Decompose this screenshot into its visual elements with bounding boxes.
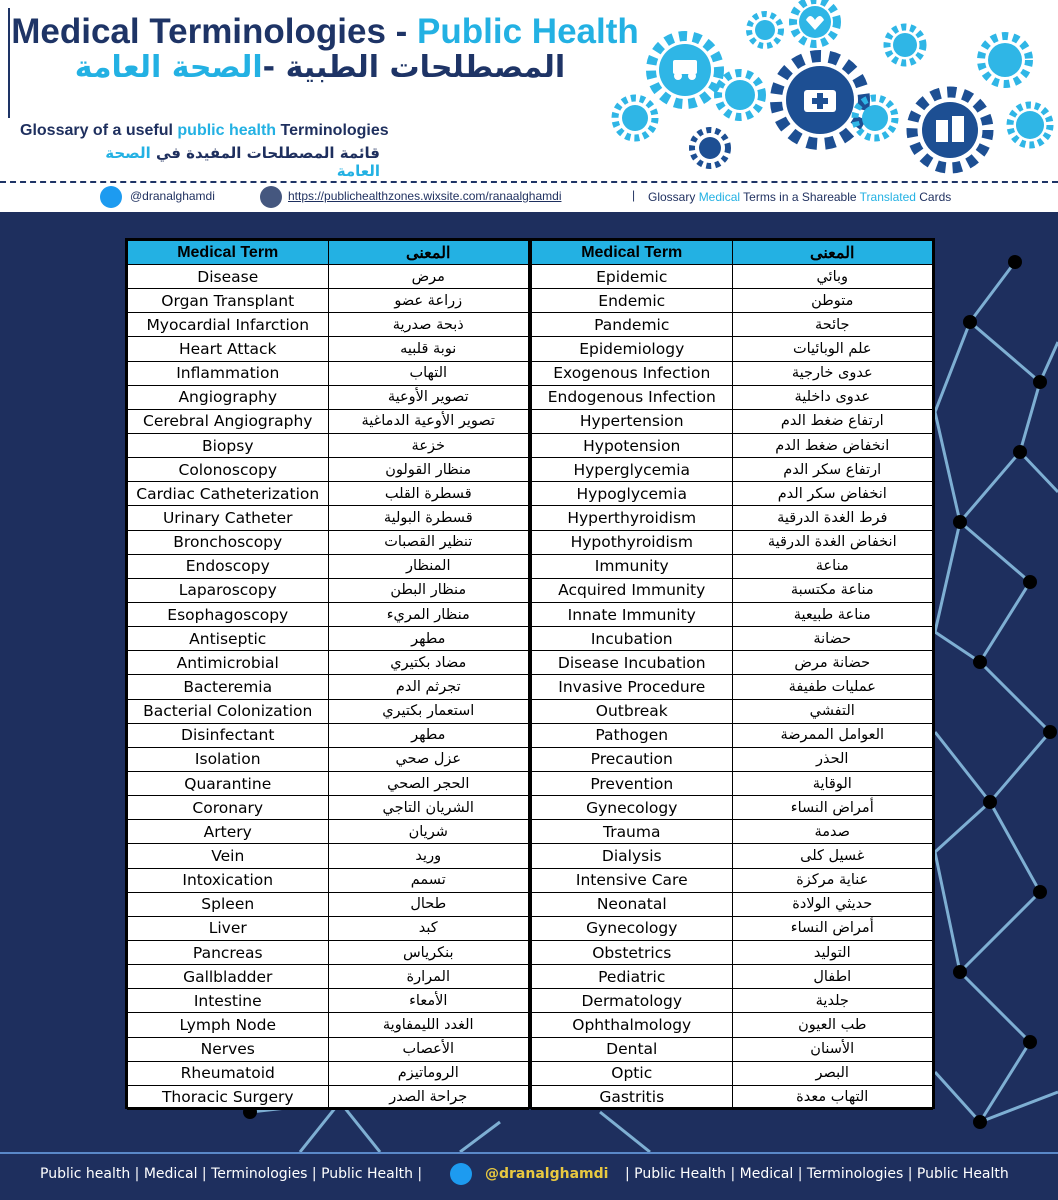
table-row bbox=[128, 433, 529, 457]
term-arabic: مناعة bbox=[732, 554, 933, 578]
tagline-part: Cards bbox=[915, 190, 952, 204]
term-arabic: الوقاية bbox=[732, 771, 933, 795]
table-row bbox=[532, 578, 933, 602]
blood-drop-gear-icon bbox=[692, 130, 728, 166]
table-row bbox=[532, 916, 933, 940]
term-arabic: منظار القولون bbox=[328, 458, 529, 482]
term-english: Urinary Catheter bbox=[128, 506, 329, 530]
term-english: Epidemiology bbox=[532, 337, 733, 361]
term-english: Dialysis bbox=[532, 844, 733, 868]
term-arabic: كبد bbox=[328, 916, 529, 940]
stethoscope-gear-icon bbox=[887, 27, 923, 63]
table-row bbox=[532, 458, 933, 482]
term-arabic: حضانة bbox=[732, 627, 933, 651]
term-english: Gynecology bbox=[532, 796, 733, 820]
term-english: Invasive Procedure bbox=[532, 675, 733, 699]
term-arabic: الغدد الليمفاوية bbox=[328, 1013, 529, 1037]
glossary-column-left bbox=[127, 240, 529, 1107]
table-row bbox=[532, 385, 933, 409]
glossary-subtitle bbox=[20, 122, 389, 140]
table-row bbox=[128, 265, 529, 289]
term-arabic: ارتفاع سكر الدم bbox=[732, 458, 933, 482]
table-row bbox=[532, 892, 933, 916]
table-row bbox=[128, 385, 529, 409]
table-row bbox=[532, 723, 933, 747]
term-english: Optic bbox=[532, 1061, 733, 1085]
term-arabic: شريان bbox=[328, 820, 529, 844]
table-row bbox=[532, 1061, 933, 1085]
table-body-left bbox=[128, 265, 529, 1110]
website-link[interactable]: https://publichealthzones.wixsite.com/ranaalghamdi bbox=[288, 189, 562, 203]
tagline-part: Glossary bbox=[648, 190, 699, 204]
term-english: Gastritis bbox=[532, 1085, 733, 1109]
arabic-subtitle bbox=[60, 144, 380, 180]
term-english: Acquired Immunity bbox=[532, 578, 733, 602]
table-row bbox=[532, 409, 933, 433]
term-arabic: التوليد bbox=[732, 940, 933, 964]
term-arabic: ذبحة صدرية bbox=[328, 313, 529, 337]
term-english: Incubation bbox=[532, 627, 733, 651]
term-english: Disease Incubation bbox=[532, 651, 733, 675]
term-arabic: وبائي bbox=[732, 265, 933, 289]
medicine-gear-icon bbox=[912, 92, 988, 168]
contact-bar bbox=[0, 184, 1058, 210]
term-english: Vein bbox=[128, 844, 329, 868]
table-row bbox=[128, 578, 529, 602]
table-header-row bbox=[128, 241, 529, 265]
table-row bbox=[128, 458, 529, 482]
term-arabic: المنظار bbox=[328, 554, 529, 578]
term-arabic: عناية مركزة bbox=[732, 868, 933, 892]
term-arabic: طحال bbox=[328, 892, 529, 916]
table-row bbox=[128, 771, 529, 795]
term-english: Spleen bbox=[128, 892, 329, 916]
header-dashed-divider bbox=[0, 181, 1058, 183]
gear-icon bbox=[651, 36, 719, 104]
term-arabic: انخفاض ضغط الدم bbox=[732, 433, 933, 457]
term-arabic: الحذر bbox=[732, 747, 933, 771]
term-english: Trauma bbox=[532, 820, 733, 844]
term-english: Myocardial Infarction bbox=[128, 313, 329, 337]
term-english: Bacterial Colonization bbox=[128, 699, 329, 723]
term-english: Pancreas bbox=[128, 940, 329, 964]
term-arabic: قسطرة البولية bbox=[328, 506, 529, 530]
term-english: Isolation bbox=[128, 747, 329, 771]
footer-twitter-handle[interactable]: @dranalghamdi bbox=[485, 1166, 609, 1182]
term-english: Endoscopy bbox=[128, 554, 329, 578]
term-arabic: ارتفاع ضغط الدم bbox=[732, 409, 933, 433]
term-arabic: علم الوبائيات bbox=[732, 337, 933, 361]
term-arabic: صدمة bbox=[732, 820, 933, 844]
term-arabic: الحجر الصحي bbox=[328, 771, 529, 795]
term-english: Hypotension bbox=[532, 433, 733, 457]
term-english: Gynecology bbox=[532, 916, 733, 940]
term-arabic: مرض bbox=[328, 265, 529, 289]
subtitle-accent: public health bbox=[177, 122, 277, 139]
term-english: Dermatology bbox=[532, 989, 733, 1013]
table-row bbox=[532, 771, 933, 795]
term-arabic: تصوير الأوعية الدماغية bbox=[328, 409, 529, 433]
twitter-icon[interactable] bbox=[100, 186, 122, 208]
header-panel bbox=[0, 0, 1058, 212]
term-arabic: مضاد بكتيري bbox=[328, 651, 529, 675]
table-row bbox=[128, 409, 529, 433]
term-arabic: التفشي bbox=[732, 699, 933, 723]
term-arabic: نوبة قلبيه bbox=[328, 337, 529, 361]
term-english: Liver bbox=[128, 916, 329, 940]
table-row bbox=[128, 940, 529, 964]
term-arabic: البصر bbox=[732, 1061, 933, 1085]
term-english: Heart Attack bbox=[128, 337, 329, 361]
header-medical-term: Medical Term bbox=[128, 241, 329, 265]
table-row bbox=[532, 554, 933, 578]
term-arabic: منظار المريء bbox=[328, 602, 529, 626]
term-english: Laparoscopy bbox=[128, 578, 329, 602]
term-english: Coronary bbox=[128, 796, 329, 820]
table-row bbox=[532, 796, 933, 820]
table-row bbox=[532, 433, 933, 457]
footer-rule bbox=[0, 1152, 1058, 1154]
table-row bbox=[128, 1037, 529, 1061]
term-arabic: فرط الغدة الدرقية bbox=[732, 506, 933, 530]
table-row bbox=[532, 1013, 933, 1037]
term-english: Hyperglycemia bbox=[532, 458, 733, 482]
term-arabic: قسطرة القلب bbox=[328, 482, 529, 506]
term-english: Rheumatoid bbox=[128, 1061, 329, 1085]
term-english: Endogenous Infection bbox=[532, 385, 733, 409]
term-english: Hypertension bbox=[532, 409, 733, 433]
term-arabic: العوامل الممرضة bbox=[732, 723, 933, 747]
arabic-subtitle-accent: الصحة العامة bbox=[105, 144, 380, 180]
term-english: Disease bbox=[128, 265, 329, 289]
term-arabic: زراعة عضو bbox=[328, 289, 529, 313]
table-row bbox=[532, 289, 933, 313]
term-arabic: عزل صحي bbox=[328, 747, 529, 771]
term-english: Nerves bbox=[128, 1037, 329, 1061]
table-row bbox=[128, 868, 529, 892]
table-row bbox=[128, 965, 529, 989]
term-english: Hypothyroidism bbox=[532, 530, 733, 554]
table-row bbox=[532, 265, 933, 289]
term-english: Prevention bbox=[532, 771, 733, 795]
glossary-table-right bbox=[531, 240, 933, 1110]
table-row bbox=[128, 699, 529, 723]
term-arabic: الشريان التاجي bbox=[328, 796, 529, 820]
term-arabic: طب العيون bbox=[732, 1013, 933, 1037]
heart-monitor-gear-icon bbox=[793, 0, 837, 44]
term-arabic: تجرثم الدم bbox=[328, 675, 529, 699]
table-row bbox=[128, 651, 529, 675]
table-row bbox=[128, 1085, 529, 1109]
term-english: Dental bbox=[532, 1037, 733, 1061]
tagline-accent: Medical bbox=[698, 190, 741, 204]
table-row bbox=[128, 313, 529, 337]
table-row bbox=[128, 844, 529, 868]
term-english: Intestine bbox=[128, 989, 329, 1013]
table-row bbox=[128, 989, 529, 1013]
term-arabic: مطهر bbox=[328, 723, 529, 747]
term-english: Cardiac Catheterization bbox=[128, 482, 329, 506]
term-english: Hyperthyroidism bbox=[532, 506, 733, 530]
glossary-column-right bbox=[531, 240, 933, 1107]
term-english: Inflammation bbox=[128, 361, 329, 385]
term-arabic: المرارة bbox=[328, 965, 529, 989]
table-row bbox=[532, 699, 933, 723]
term-english: Pathogen bbox=[532, 723, 733, 747]
table-row bbox=[532, 530, 933, 554]
clipboard-gear-icon bbox=[718, 73, 762, 117]
table-row bbox=[128, 916, 529, 940]
term-english: Organ Transplant bbox=[128, 289, 329, 313]
table-row bbox=[128, 820, 529, 844]
term-arabic: التهاب bbox=[328, 361, 529, 385]
tagline-part: Terms in a Shareable bbox=[740, 190, 860, 204]
table-row bbox=[532, 651, 933, 675]
term-english: Innate Immunity bbox=[532, 602, 733, 626]
twitter-handle[interactable]: @dranalghamdi bbox=[130, 189, 215, 203]
term-arabic: الأعصاب bbox=[328, 1037, 529, 1061]
twitter-icon[interactable] bbox=[450, 1163, 472, 1185]
table-row bbox=[532, 313, 933, 337]
glossary-table bbox=[125, 238, 935, 1109]
term-english: Disinfectant bbox=[128, 723, 329, 747]
main-title-text: Medical Terminologies - bbox=[11, 12, 408, 51]
term-arabic: جلدية bbox=[732, 989, 933, 1013]
table-row bbox=[128, 796, 529, 820]
term-english: Cerebral Angiography bbox=[128, 409, 329, 433]
table-row bbox=[532, 868, 933, 892]
term-english: Hypoglycemia bbox=[532, 482, 733, 506]
caduceus-gear-icon bbox=[981, 36, 1029, 84]
table-row bbox=[128, 289, 529, 313]
header-medical-term: Medical Term bbox=[532, 241, 733, 265]
header-meaning: المعنى bbox=[732, 241, 933, 265]
table-row bbox=[532, 820, 933, 844]
term-english: Epidemic bbox=[532, 265, 733, 289]
table-row bbox=[128, 627, 529, 651]
term-arabic: عدوى داخلية bbox=[732, 385, 933, 409]
table-row bbox=[128, 506, 529, 530]
table-row bbox=[128, 723, 529, 747]
term-arabic: الروماتيزم bbox=[328, 1061, 529, 1085]
term-english: Endemic bbox=[532, 289, 733, 313]
term-arabic: انخفاض سكر الدم bbox=[732, 482, 933, 506]
term-arabic: جائحة bbox=[732, 313, 933, 337]
table-header-row bbox=[532, 241, 933, 265]
table-row bbox=[128, 892, 529, 916]
term-arabic: منظار البطن bbox=[328, 578, 529, 602]
term-english: Ophthalmology bbox=[532, 1013, 733, 1037]
term-english: Thoracic Surgery bbox=[128, 1085, 329, 1109]
table-row bbox=[532, 747, 933, 771]
term-arabic: اطفال bbox=[732, 965, 933, 989]
main-title bbox=[0, 12, 650, 52]
term-arabic: عمليات طفيفة bbox=[732, 675, 933, 699]
footer-bar bbox=[0, 1152, 1058, 1200]
term-arabic: مناعة طبيعية bbox=[732, 602, 933, 626]
table-row bbox=[128, 337, 529, 361]
table-row bbox=[128, 602, 529, 626]
glossary-table-left bbox=[127, 240, 529, 1110]
table-body-right bbox=[532, 265, 933, 1110]
table-row bbox=[532, 602, 933, 626]
header-meaning: المعنى bbox=[328, 241, 529, 265]
term-english: Pediatric bbox=[532, 965, 733, 989]
table-row bbox=[128, 530, 529, 554]
arabic-subtitle-text: قائمة المصطلحات المفيدة في bbox=[150, 144, 380, 162]
term-arabic: حضانة مرض bbox=[732, 651, 933, 675]
term-english: Gallbladder bbox=[128, 965, 329, 989]
term-arabic: خزعة bbox=[328, 433, 529, 457]
medical-gears-illustration bbox=[605, 0, 1058, 180]
term-english: Exogenous Infection bbox=[532, 361, 733, 385]
term-english: Bronchoscopy bbox=[128, 530, 329, 554]
arabic-title-accent: الصحة العامة bbox=[74, 50, 263, 85]
arabic-title-text: المصطلحات الطبية - bbox=[262, 50, 566, 85]
term-english: Outbreak bbox=[532, 699, 733, 723]
arabic-title bbox=[60, 50, 580, 85]
term-english: Precaution bbox=[532, 747, 733, 771]
table-row bbox=[532, 844, 933, 868]
term-arabic: بنكرياس bbox=[328, 940, 529, 964]
subtitle-prefix: Glossary of a useful bbox=[20, 122, 178, 139]
table-row bbox=[128, 482, 529, 506]
term-arabic: عدوى خارجية bbox=[732, 361, 933, 385]
table-row bbox=[532, 361, 933, 385]
contact-separator: | bbox=[632, 188, 636, 202]
term-arabic: تنظير القصبات bbox=[328, 530, 529, 554]
table-row bbox=[532, 1085, 933, 1109]
term-arabic: تسمم bbox=[328, 868, 529, 892]
tooth-gear-icon bbox=[615, 98, 655, 138]
term-arabic: التهاب معدة bbox=[732, 1085, 933, 1109]
term-arabic: متوطن bbox=[732, 289, 933, 313]
term-arabic: جراحة الصدر bbox=[328, 1085, 529, 1109]
term-english: Colonoscopy bbox=[128, 458, 329, 482]
term-arabic: استعمار بكتيري bbox=[328, 699, 529, 723]
term-arabic: تصوير الأوعية bbox=[328, 385, 529, 409]
term-english: Biopsy bbox=[128, 433, 329, 457]
table-row bbox=[532, 482, 933, 506]
table-row bbox=[128, 554, 529, 578]
term-arabic: غسيل كلى bbox=[732, 844, 933, 868]
term-english: Intoxication bbox=[128, 868, 329, 892]
table-row bbox=[532, 1037, 933, 1061]
term-arabic: حديثي الولادة bbox=[732, 892, 933, 916]
globe-icon[interactable] bbox=[260, 186, 282, 208]
gear-icon bbox=[776, 56, 864, 144]
term-english: Obstetrics bbox=[532, 940, 733, 964]
table-row bbox=[532, 965, 933, 989]
contact-tagline bbox=[648, 190, 951, 204]
term-english: Lymph Node bbox=[128, 1013, 329, 1037]
term-english: Quarantine bbox=[128, 771, 329, 795]
term-arabic: الأمعاء bbox=[328, 989, 529, 1013]
term-english: Angiography bbox=[128, 385, 329, 409]
term-arabic: وريد bbox=[328, 844, 529, 868]
pill-gear-icon bbox=[749, 14, 781, 46]
table-row bbox=[532, 989, 933, 1013]
term-english: Bacteremia bbox=[128, 675, 329, 699]
term-arabic: أمراض النساء bbox=[732, 796, 933, 820]
table-row bbox=[532, 675, 933, 699]
term-arabic: الأسنان bbox=[732, 1037, 933, 1061]
term-arabic: مطهر bbox=[328, 627, 529, 651]
tagline-accent: Translated bbox=[859, 190, 916, 204]
table-row bbox=[128, 1013, 529, 1037]
footer-left-text: Public health | Medical | Terminologies | Public Health | bbox=[40, 1166, 423, 1182]
term-english: Artery bbox=[128, 820, 329, 844]
term-english: Intensive Care bbox=[532, 868, 733, 892]
term-english: Immunity bbox=[532, 554, 733, 578]
table-row bbox=[128, 1061, 529, 1085]
term-english: Neonatal bbox=[532, 892, 733, 916]
table-row bbox=[128, 747, 529, 771]
term-english: Antimicrobial bbox=[128, 651, 329, 675]
table-row bbox=[532, 940, 933, 964]
term-arabic: انخفاض الغدة الدرقية bbox=[732, 530, 933, 554]
term-arabic: أمراض النساء bbox=[732, 916, 933, 940]
table-row bbox=[532, 627, 933, 651]
table-row bbox=[128, 675, 529, 699]
main-title-accent: Public Health bbox=[417, 12, 639, 51]
footer-right-text: | Public Health | Medical | Terminologies | Public Health bbox=[625, 1166, 1009, 1182]
term-english: Pandemic bbox=[532, 313, 733, 337]
table-row bbox=[532, 506, 933, 530]
term-english: Antiseptic bbox=[128, 627, 329, 651]
wheelchair-gear-icon bbox=[1010, 105, 1050, 145]
table-row bbox=[532, 337, 933, 361]
subtitle-suffix: Terminologies bbox=[276, 122, 389, 139]
term-arabic: مناعة مكتسبة bbox=[732, 578, 933, 602]
term-english: Esophagoscopy bbox=[128, 602, 329, 626]
table-row bbox=[128, 361, 529, 385]
